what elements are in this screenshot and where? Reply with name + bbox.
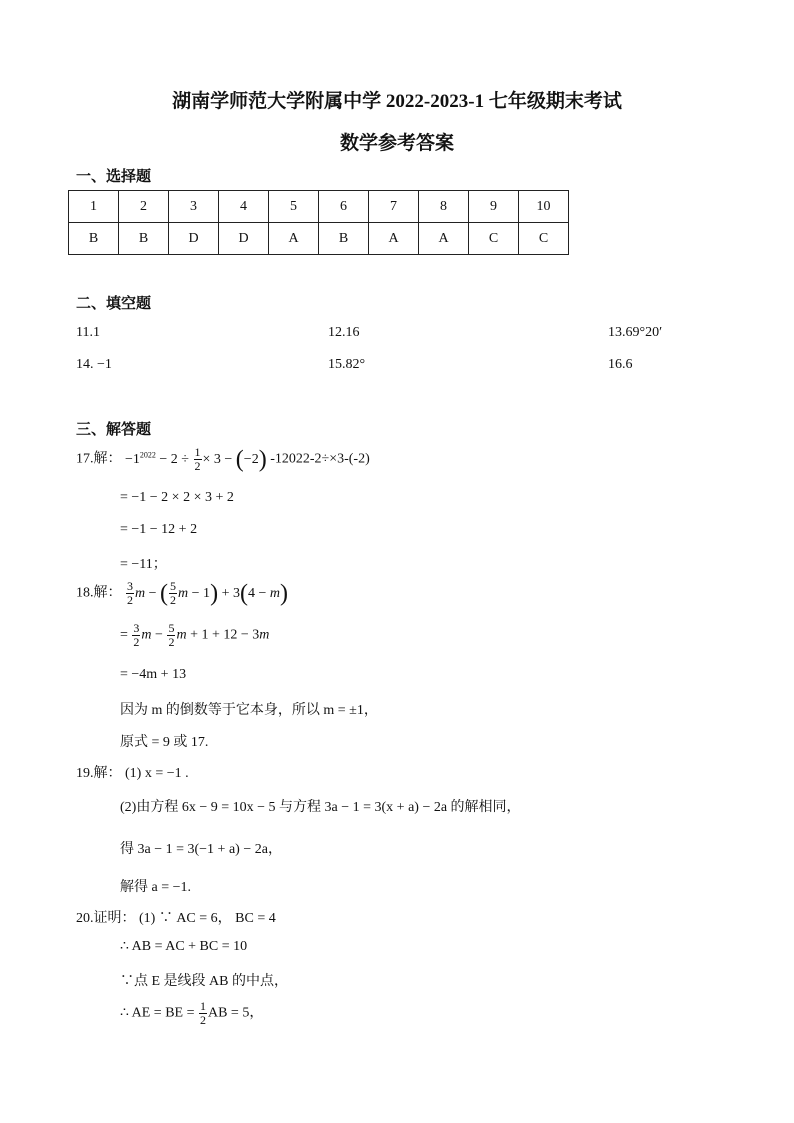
fill-answer: 13.69°20′ (608, 325, 663, 340)
fill-answer: 14. −1 (76, 357, 112, 372)
answer-cell: A (269, 223, 319, 255)
question-number: 3 (169, 191, 219, 223)
page-subtitle: 数学参考答案 (339, 133, 454, 154)
question-18-line-5: 原式 = 9 或 17. (120, 735, 209, 750)
question-number: 2 (119, 191, 169, 223)
question-number: 10 (519, 191, 569, 223)
question-18-line-2: = $\frac{3}{2}$ m − $\frac{5}{2}$ m + 1 + 12 − 3m (120, 621, 270, 649)
choice-answer-table (68, 190, 569, 255)
question-18-line-1 (76, 580, 288, 607)
question-20-label: 20.证明： (76, 911, 136, 926)
question-18-line-4: 因为 m 的倒数等于它本身，所以 m = ±1， (120, 703, 378, 718)
answer-cell: D (169, 223, 219, 255)
question-20-part-1: (1) ∵ AC = 6， BC = 4 (139, 911, 276, 926)
math-expression: ∴ AE = BE = (120, 1005, 195, 1021)
question-18-line-3: = −4m + 13 (120, 667, 187, 682)
math-expression: $\frac{3}{2}$ m − ( $\frac{5}{2}$ m − 1) + 3(4 − m) (127, 579, 288, 607)
question-19-label: 19.解： (76, 766, 122, 781)
question-19-part-1: (1) x = −1 . (125, 766, 189, 781)
math-expression: $-1^{2022} - 2$ ÷ $\frac{1}{2}$ × 3 − (−2) (125, 445, 267, 473)
table-row (69, 191, 569, 223)
answer-cell: A (369, 223, 419, 255)
section-fill: 二、填空题 (76, 296, 152, 312)
fill-answer: 16.6 (608, 357, 633, 372)
question-number: 1 (69, 191, 119, 223)
question-17-line-2: = −1 − 2 × 2 × 3 + 2 (120, 490, 234, 505)
answer-cell: D (219, 223, 269, 255)
answer-cell: B (319, 223, 369, 255)
page-title: 湖南学师范大学附属中学 2022-2023-1 七年级期末考试 (172, 91, 622, 112)
fill-answer: 15.82° (328, 357, 366, 372)
question-19-line-4: 解得 a = −1. (120, 880, 192, 895)
answer-cell: B (119, 223, 169, 255)
question-20-line-3: ∵点 E 是线段 AB 的中点， (120, 974, 288, 989)
question-number: 4 (219, 191, 269, 223)
question-17-line-4: = −11； (120, 557, 167, 572)
section-solve: 三、解答题 (76, 422, 152, 438)
math-expression: AB = 5， (207, 1005, 264, 1021)
question-number: 6 (319, 191, 369, 223)
question-number: 8 (419, 191, 469, 223)
question-19-line-1 (76, 762, 189, 782)
question-20-line-1 (76, 907, 276, 927)
question-number: 9 (469, 191, 519, 223)
answer-cell: A (419, 223, 469, 255)
answer-cell: C (519, 223, 569, 255)
fill-answer: 11.1 (76, 325, 100, 340)
answer-cell: C (469, 223, 519, 255)
question-number: 7 (369, 191, 419, 223)
question-17-line-1 (76, 446, 370, 473)
duplicate-text: -12022-2÷×3-(-2) (270, 451, 370, 467)
fill-answer: 12.16 (328, 325, 360, 340)
question-19-line-3: 得 3a − 1 = 3(−1 + a) − 2a， (120, 842, 282, 857)
question-18-label: 18.解： (76, 585, 122, 601)
question-20-line-4: ∴ AE = BE = $\frac{1}{2}$ AB = 5， (120, 999, 264, 1027)
question-20-line-2: ∴ AB = AC + BC = 10 (120, 939, 248, 954)
question-17-line-3: = −1 − 12 + 2 (120, 522, 198, 537)
question-number: 5 (269, 191, 319, 223)
question-17-label: 17.解： (76, 451, 122, 467)
table-row (69, 223, 569, 255)
section-choice: 一、选择题 (76, 169, 152, 185)
answer-cell: B (69, 223, 119, 255)
question-19-line-2: (2)由方程 6x − 9 = 10x − 5 与方程 3a − 1 = 3(x + a) − 2a 的解相同， (120, 800, 521, 815)
